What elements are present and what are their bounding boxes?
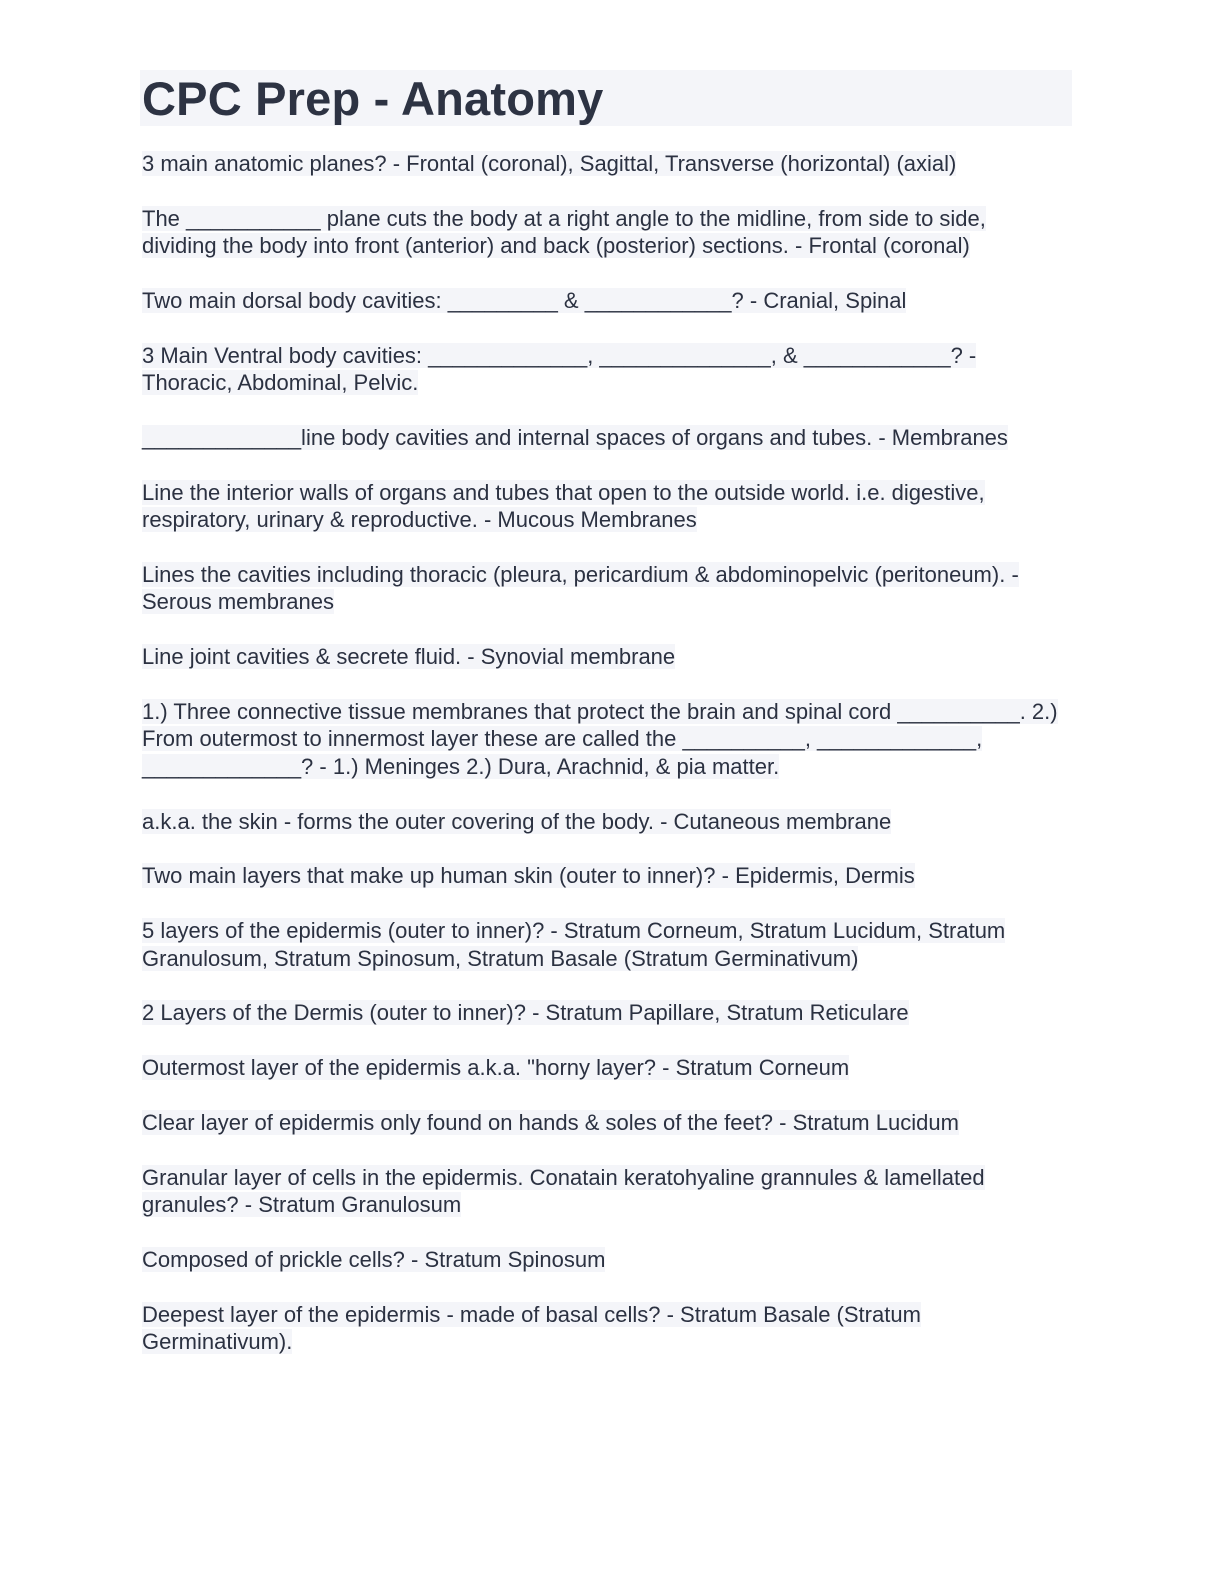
question-text: The ___________ plane cuts the body at a right angle to the midline, from side to side, dividing the body into front (anterior) and back (posterior) sections. bbox=[142, 205, 986, 259]
answer-text: Frontal (coronal) bbox=[808, 233, 970, 259]
qa-text bbox=[142, 1110, 959, 1135]
qa-item bbox=[142, 917, 1062, 972]
qa-separator: - bbox=[461, 644, 481, 670]
question-text: Line the interior walls of organs and tubes that open to the outside world. i.e. digestive, respiratory, urinary & reproductive. bbox=[142, 479, 985, 533]
qa-item bbox=[142, 999, 1062, 1026]
question-text: 3 Main Ventral body cavities: _____________, ______________, & ____________? bbox=[142, 342, 963, 368]
qa-separator: - bbox=[313, 753, 333, 779]
qa-text bbox=[142, 918, 1005, 970]
document-page bbox=[142, 70, 1074, 1383]
answer-text: Stratum Spinosum bbox=[424, 1247, 606, 1272]
answer-text: Stratum Lucidum bbox=[792, 1110, 959, 1135]
qa-separator: - bbox=[743, 288, 764, 313]
qa-separator: - bbox=[962, 342, 977, 368]
answer-text: Serous membranes bbox=[142, 589, 334, 615]
question-text: 2 Layers of the Dermis (outer to inner)? bbox=[142, 1000, 526, 1026]
qa-item bbox=[142, 342, 1062, 397]
qa-item bbox=[142, 1109, 1062, 1136]
qa-text bbox=[142, 562, 1019, 614]
qa-text bbox=[142, 1000, 909, 1025]
qa-text bbox=[142, 1247, 605, 1272]
qa-text bbox=[142, 1165, 985, 1217]
answer-text: Thoracic, Abdominal, Pelvic. bbox=[142, 370, 419, 396]
qa-separator: - bbox=[1005, 562, 1019, 587]
answer-text: Cutaneous membrane bbox=[673, 808, 892, 834]
qa-item bbox=[142, 1164, 1062, 1219]
qa-separator: - bbox=[773, 1110, 793, 1135]
question-text: 1.) Three connective tissue membranes that protect the brain and spinal cord __________. 2.) From outermost to innermost layer these are called the __________, _____________, _____________? bbox=[142, 699, 1058, 779]
question-text: Composed of prickle cells? bbox=[142, 1247, 405, 1272]
qa-item bbox=[142, 1301, 1062, 1356]
qa-item bbox=[142, 561, 1062, 616]
answer-text: Stratum Corneum, Stratum Lucidum, Stratum Granulosum, Stratum Spinosum, Stratum Basale (Stratum Germinativum) bbox=[142, 918, 1006, 971]
qa-text bbox=[142, 151, 956, 176]
answer-text: Stratum Papillare, Stratum Reticulare bbox=[545, 1000, 909, 1026]
qa-text bbox=[142, 809, 891, 834]
qa-separator: - bbox=[788, 233, 809, 259]
answer-text: Stratum Basale (Stratum Germinativum). bbox=[142, 1301, 921, 1355]
qa-list bbox=[142, 150, 1074, 1356]
question-text: 3 main anatomic planes? bbox=[142, 151, 387, 176]
answer-text: Cranial, Spinal bbox=[763, 288, 907, 313]
qa-item bbox=[142, 643, 1062, 670]
qa-item bbox=[142, 150, 1062, 177]
qa-item bbox=[142, 287, 1062, 314]
qa-text bbox=[142, 425, 1008, 450]
qa-item bbox=[142, 479, 1062, 534]
qa-separator: - bbox=[386, 151, 407, 176]
qa-text bbox=[142, 699, 1058, 779]
qa-separator: - bbox=[238, 1192, 259, 1218]
question-text: _____________line body cavities and internal spaces of organs and tubes. bbox=[142, 425, 873, 450]
qa-text bbox=[142, 1055, 849, 1080]
qa-separator: - bbox=[653, 808, 674, 834]
question-text: Outermost layer of the epidermis a.k.a. "horny layer? bbox=[142, 1055, 657, 1081]
answer-text: Mucous Membranes bbox=[497, 507, 697, 533]
qa-text bbox=[142, 206, 986, 258]
qa-text bbox=[142, 343, 976, 395]
answer-text: 1.) Meninges 2.) Dura, Arachnid, & pia matter. bbox=[332, 753, 780, 779]
qa-separator: - bbox=[660, 1301, 681, 1327]
qa-separator: - bbox=[656, 1055, 676, 1081]
answer-text: Membranes bbox=[891, 425, 1008, 450]
qa-item bbox=[142, 424, 1062, 451]
qa-item bbox=[142, 808, 1062, 835]
question-text: a.k.a. the skin - forms the outer covering of the body. bbox=[142, 808, 654, 834]
qa-text bbox=[142, 1302, 921, 1354]
answer-text: Stratum Granulosum bbox=[258, 1192, 462, 1218]
answer-text: Synovial membrane bbox=[480, 644, 676, 670]
question-text: Deepest layer of the epidermis - made of basal cells? bbox=[142, 1301, 661, 1327]
question-text: Two main dorsal body cavities: _________ & ____________? bbox=[142, 288, 744, 313]
qa-item bbox=[142, 1054, 1062, 1081]
qa-separator: - bbox=[525, 1000, 546, 1026]
answer-text: Stratum Corneum bbox=[675, 1055, 850, 1081]
question-text: Lines the cavities including thoracic (pleura, pericardium & abdominopelvic (peritoneum). bbox=[142, 562, 1006, 587]
page-title: CPC Prep - Anatomy bbox=[142, 72, 604, 125]
qa-text bbox=[142, 863, 915, 888]
question-text: Granular layer of cells in the epidermis. Conatain keratohyaline grannules & lamellated granules? bbox=[142, 1164, 985, 1218]
qa-separator: - bbox=[477, 507, 498, 533]
qa-item bbox=[142, 205, 1062, 260]
qa-separator: - bbox=[872, 425, 892, 450]
qa-text bbox=[142, 288, 906, 313]
question-text: Line joint cavities & secrete fluid. bbox=[142, 644, 462, 670]
qa-separator: - bbox=[715, 863, 736, 889]
qa-separator: - bbox=[544, 918, 564, 944]
answer-text: Frontal (coronal), Sagittal, Transverse (horizontal) (axial) bbox=[406, 151, 957, 176]
qa-text bbox=[142, 480, 985, 532]
qa-item bbox=[142, 698, 1062, 780]
question-text: Two main layers that make up human skin (outer to inner)? bbox=[142, 863, 716, 889]
qa-text bbox=[142, 644, 675, 669]
qa-item bbox=[142, 1246, 1062, 1273]
qa-item bbox=[142, 862, 1062, 889]
question-text: 5 layers of the epidermis (outer to inner)? bbox=[142, 918, 545, 944]
question-text: Clear layer of epidermis only found on hands & soles of the feet? bbox=[142, 1110, 774, 1135]
qa-separator: - bbox=[404, 1247, 425, 1272]
title-banner bbox=[140, 70, 1072, 126]
answer-text: Epidermis, Dermis bbox=[735, 863, 915, 889]
